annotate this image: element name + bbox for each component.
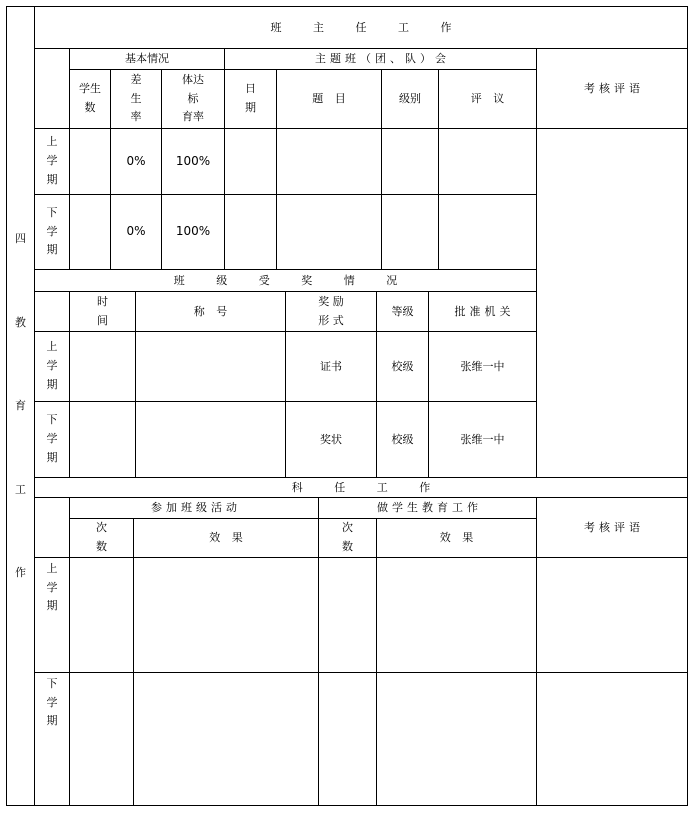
sec1-title: 班 主 任 工 作 bbox=[34, 6, 688, 49]
approving-org-value: 张维一中 bbox=[428, 401, 537, 478]
activity-times-value bbox=[69, 557, 134, 673]
term-label: 下 学 期 bbox=[34, 672, 70, 806]
education-effect-value bbox=[376, 672, 537, 806]
col-student-count: 学生 数 bbox=[69, 69, 111, 129]
diff-rate-value: 0% bbox=[110, 194, 162, 270]
comment-value bbox=[438, 194, 537, 270]
col-grade: 等级 bbox=[376, 291, 429, 332]
eval-value bbox=[536, 672, 688, 806]
side-label-cell bbox=[6, 6, 35, 806]
award-form-value: 奖状 bbox=[285, 401, 377, 478]
time-value bbox=[69, 331, 136, 402]
term-label: 上 学 期 bbox=[34, 557, 70, 673]
level-value bbox=[381, 128, 439, 195]
side-char: 教 bbox=[15, 315, 26, 329]
side-char: 工 bbox=[15, 482, 26, 496]
education-header: 做学生教育工作 bbox=[318, 497, 537, 519]
pe-rate-value: 100% bbox=[161, 194, 225, 270]
col-level: 级别 bbox=[381, 69, 439, 129]
eval-value bbox=[536, 557, 688, 673]
term-label: 上 学 期 bbox=[34, 331, 70, 402]
term-label: 下 学 期 bbox=[34, 401, 70, 478]
student-count-value bbox=[69, 194, 111, 270]
level-value bbox=[381, 194, 439, 270]
col-award-form: 奖 励 形 式 bbox=[285, 291, 377, 332]
activity-effect-value bbox=[133, 672, 319, 806]
comment-value bbox=[438, 128, 537, 195]
date-value bbox=[224, 128, 277, 195]
activity-times-value bbox=[69, 672, 134, 806]
col-date: 日 期 bbox=[224, 69, 277, 129]
activity-effect-value bbox=[133, 557, 319, 673]
side-char: 四 bbox=[15, 232, 26, 245]
eval-header-2: 考核评语 bbox=[536, 497, 688, 558]
diff-rate-value: 0% bbox=[110, 128, 162, 195]
basic-header: 基本情况 bbox=[69, 48, 225, 70]
award-form-value: 证书 bbox=[285, 331, 377, 402]
sec3-title: 科 任 工 作 bbox=[34, 477, 688, 498]
sec1-blank-corner bbox=[34, 48, 70, 129]
col-activity-effect: 效 果 bbox=[133, 518, 319, 558]
meeting-header: 主题班（团、队）会 bbox=[224, 48, 537, 70]
date-value bbox=[224, 194, 277, 270]
eval-area bbox=[536, 128, 688, 478]
col-time: 时 间 bbox=[69, 291, 136, 332]
col-diff-rate: 差 生 率 bbox=[110, 69, 162, 129]
side-char: 育 bbox=[15, 399, 26, 413]
honor-name-value bbox=[135, 331, 286, 402]
col-comment: 评 议 bbox=[438, 69, 537, 129]
side-char: 作 bbox=[15, 566, 26, 580]
term-label: 下 学 期 bbox=[34, 194, 70, 270]
col-pe-rate: 体达 标 育率 bbox=[161, 69, 225, 129]
topic-value bbox=[276, 128, 382, 195]
col-topic: 题 目 bbox=[276, 69, 382, 129]
education-times-value bbox=[318, 672, 377, 806]
col-approving-org: 批准机关 bbox=[428, 291, 537, 332]
approving-org-value: 张维一中 bbox=[428, 331, 537, 402]
col-education-effect: 效 果 bbox=[376, 518, 537, 558]
pe-rate-value: 100% bbox=[161, 128, 225, 195]
honor-name-value bbox=[135, 401, 286, 478]
col-education-times: 次 数 bbox=[318, 518, 377, 558]
term-label: 上 学 期 bbox=[34, 128, 70, 195]
education-times-value bbox=[318, 557, 377, 673]
education-effect-value bbox=[376, 557, 537, 673]
col-honor-name: 称 号 bbox=[135, 291, 286, 332]
topic-value bbox=[276, 194, 382, 270]
student-count-value bbox=[69, 128, 111, 195]
grade-value: 校级 bbox=[376, 331, 429, 402]
sec2-blank-corner bbox=[34, 291, 70, 332]
sec3-blank-corner bbox=[34, 497, 70, 558]
grade-value: 校级 bbox=[376, 401, 429, 478]
activity-header: 参加班级活动 bbox=[69, 497, 319, 519]
time-value bbox=[69, 401, 136, 478]
eval-header: 考核评语 bbox=[536, 48, 688, 129]
sec2-title: 班 级 受 奖 情 况 bbox=[34, 269, 537, 292]
col-activity-times: 次 数 bbox=[69, 518, 134, 558]
